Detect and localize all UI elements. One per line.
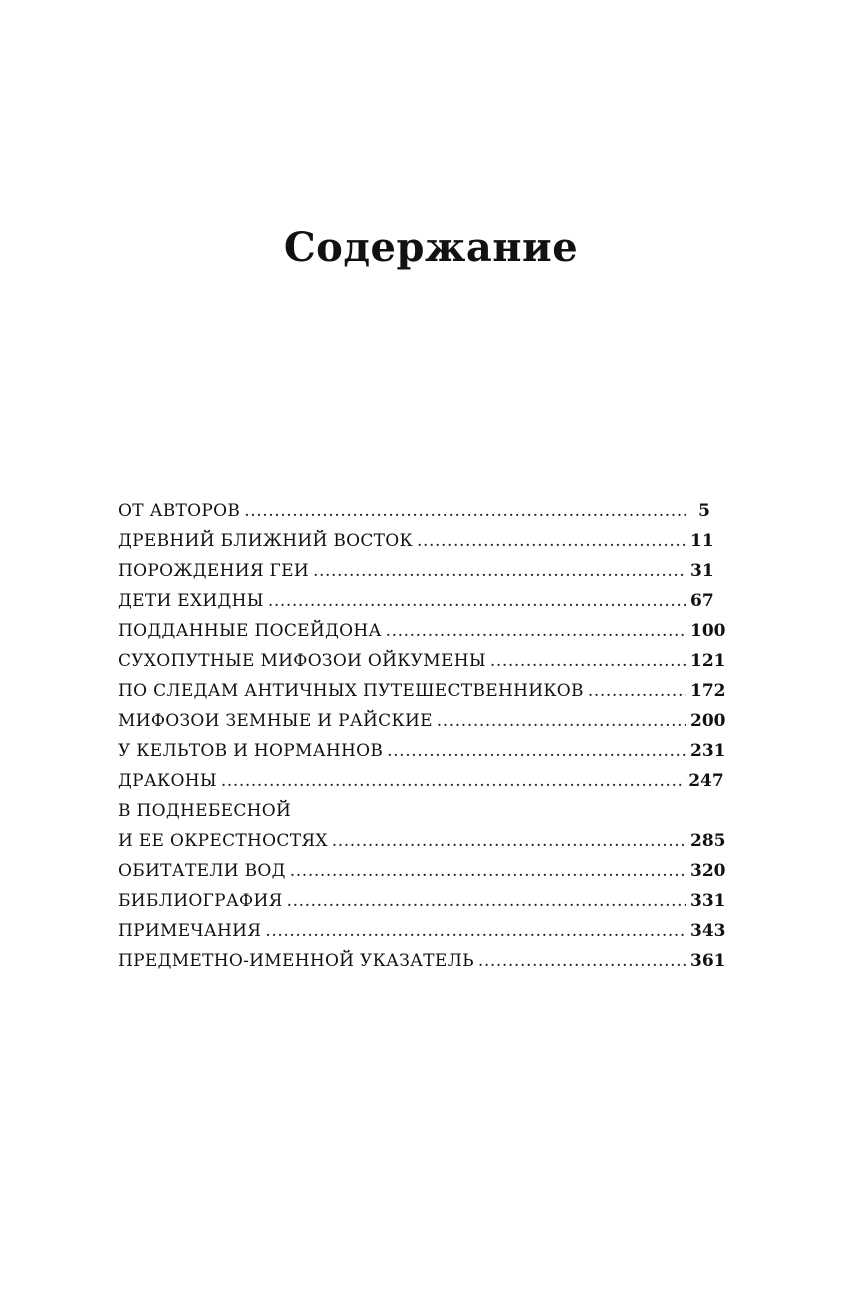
toc-dot-leader xyxy=(290,856,686,886)
page-title: Содержание xyxy=(283,224,579,271)
toc-page-number: 5 xyxy=(698,501,710,521)
toc-dot-leader xyxy=(387,736,686,766)
toc-entry-title: ДЕТИ ЕХИДНЫ xyxy=(118,591,264,611)
toc-dot-leader xyxy=(332,826,686,856)
toc-entry-drevniy-blizhniy-vostok[interactable] xyxy=(118,526,714,556)
toc-dot-leader xyxy=(221,766,684,796)
toc-dot-leader xyxy=(313,556,686,586)
table-of-contents xyxy=(118,496,726,976)
toc-page-number: 67 xyxy=(690,591,714,611)
toc-entry-poddannye-poseydona[interactable] xyxy=(118,616,726,646)
toc-dot-leader xyxy=(490,646,686,676)
toc-entry-title: ОТ АВТОРОВ xyxy=(118,501,241,521)
toc-entry-primechaniya[interactable] xyxy=(118,916,726,946)
toc-entry-title: ПО СЛЕДАМ АНТИЧНЫХ ПУТЕШЕСТВЕННИКОВ xyxy=(118,681,584,701)
toc-page-number: 361 xyxy=(690,951,726,971)
toc-page-number: 331 xyxy=(690,891,726,911)
toc-entry-title: ПРЕДМЕТНО-ИМЕННОЙ УКАЗАТЕЛЬ xyxy=(118,951,474,971)
toc-entry-deti-ekhidny[interactable] xyxy=(118,586,714,616)
toc-entry-title: ДРАКОНЫ xyxy=(118,771,217,791)
toc-page-number: 247 xyxy=(688,771,724,791)
toc-dot-leader xyxy=(386,616,686,646)
toc-entry-v-podnebesnoy-line1[interactable] xyxy=(118,796,710,826)
toc-page-number: 231 xyxy=(690,741,726,761)
toc-entry-title: ПОРОЖДЕНИЯ ГЕИ xyxy=(118,561,309,581)
toc-entry-title: В ПОДНЕБЕСНОЙ xyxy=(118,801,292,821)
toc-entry-title: ДРЕВНИЙ БЛИЖНИЙ ВОСТОК xyxy=(118,531,413,551)
toc-page-number: 121 xyxy=(690,651,726,671)
toc-entry-u-keltov[interactable] xyxy=(118,736,726,766)
toc-entry-title: СУХОПУТНЫЕ МИФОЗОИ ОЙКУМЕНЫ xyxy=(118,651,486,671)
toc-entry-ot-avtorov[interactable] xyxy=(118,496,710,526)
toc-page-number: 200 xyxy=(690,711,726,731)
toc-entry-title: ПОДДАННЫЕ ПОСЕЙДОНА xyxy=(118,621,382,641)
toc-entry-title: У КЕЛЬТОВ И НОРМАННОВ xyxy=(118,741,384,761)
toc-dot-leader xyxy=(417,526,686,556)
toc-page-number: 172 xyxy=(690,681,726,701)
toc-entry-po-sledam[interactable] xyxy=(118,676,726,706)
toc-entry-title: ПРИМЕЧАНИЯ xyxy=(118,921,262,941)
toc-entry-v-podnebesnoy[interactable] xyxy=(118,826,726,856)
toc-entry-bibliografiya[interactable] xyxy=(118,886,726,916)
toc-entry-sukhoputnye-mifozoi[interactable] xyxy=(118,646,726,676)
toc-entry-title: ОБИТАТЕЛИ ВОД xyxy=(118,861,286,881)
toc-dot-leader xyxy=(244,496,686,526)
toc-entry-obitateli-vod[interactable] xyxy=(118,856,726,886)
toc-dot-leader xyxy=(588,676,686,706)
toc-dot-leader xyxy=(268,586,686,616)
toc-entry-drakony[interactable] xyxy=(118,766,724,796)
toc-page-number: 343 xyxy=(690,921,726,941)
toc-page-number: 100 xyxy=(690,621,726,641)
toc-dot-leader xyxy=(437,706,686,736)
toc-entry-mifozoi-zemnye[interactable] xyxy=(118,706,726,736)
toc-entry-predmetno-imennoy-ukazatel[interactable] xyxy=(118,946,726,976)
toc-entry-title: МИФОЗОИ ЗЕМНЫЕ И РАЙСКИЕ xyxy=(118,711,433,731)
toc-page-number: 31 xyxy=(690,561,714,581)
toc-entry-title: БИБЛИОГРАФИЯ xyxy=(118,891,283,911)
toc-page-number: 285 xyxy=(690,831,726,851)
toc-entry-title: И ЕЕ ОКРЕСТНОСТЯХ xyxy=(118,831,328,851)
toc-entry-porozhdeniya-gei[interactable] xyxy=(118,556,714,586)
toc-page-number: 320 xyxy=(690,861,726,881)
toc-dot-leader xyxy=(287,886,686,916)
toc-dot-leader xyxy=(265,916,686,946)
toc-page-number: 11 xyxy=(690,531,714,551)
toc-dot-leader xyxy=(478,946,686,976)
